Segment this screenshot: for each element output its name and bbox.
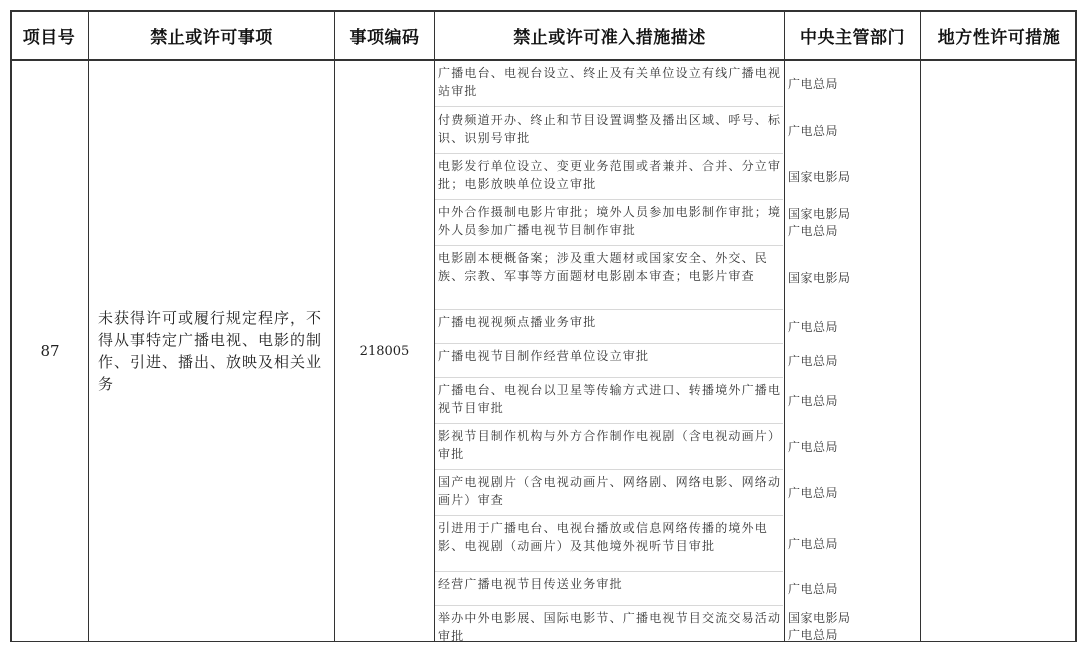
department-name: 广电总局 <box>788 582 839 596</box>
department-name: 国家电影局 <box>788 271 851 285</box>
central-department <box>788 123 918 140</box>
measure-row <box>435 378 921 424</box>
central-department <box>788 581 918 598</box>
measure-row <box>435 310 921 344</box>
measure-description: 付费频道开办、终止和节目设置调整及播出区域、呼号、标识、识别号审批 <box>438 113 782 145</box>
department-name: 国家电影局 <box>788 611 851 625</box>
measure-description: 电影剧本梗概备案；涉及重大题材或国家安全、外交、民族、宗教、军事等方面题材电影剧本审查；电影片审查 <box>438 251 769 283</box>
central-department <box>788 610 918 644</box>
row-separator <box>435 106 783 107</box>
measure-row <box>435 606 921 648</box>
header-local-measures: 地方性许可措施 <box>937 27 1061 48</box>
measure-row <box>435 154 921 200</box>
department-name: 广电总局 <box>788 394 839 408</box>
header-item: 禁止或许可事项 <box>150 27 273 48</box>
measure-description: 影视节目制作机构与外方合作制作电视剧（含电视动画片）审批 <box>438 429 782 461</box>
item-code: 218005 <box>359 343 410 359</box>
department-name: 国家电影局 <box>788 207 851 221</box>
item-code-cell <box>335 61 434 641</box>
central-department <box>788 393 918 410</box>
item-name: 未获得许可或履行规定程序，不得从事特定广播电视、电影的制作、引进、播出、放映及相关业务 <box>98 309 323 393</box>
measure-row <box>435 61 921 107</box>
department-name: 广电总局 <box>788 320 839 334</box>
header-code: 事项编码 <box>349 27 420 48</box>
measure-row <box>435 200 921 246</box>
project-number: 87 <box>40 342 60 360</box>
measure-row <box>435 424 921 470</box>
measure-row <box>435 108 921 154</box>
central-department <box>788 169 918 186</box>
central-department <box>788 319 918 336</box>
department-name: 国家电影局 <box>788 170 851 184</box>
measure-row <box>435 246 921 310</box>
table-header <box>10 10 1077 60</box>
central-department <box>788 485 918 502</box>
department-name: 广电总局 <box>788 224 839 238</box>
department-name: 广电总局 <box>788 537 839 551</box>
header-project-no: 项目号 <box>22 27 76 48</box>
central-department <box>788 270 918 287</box>
measure-description: 经营广播电视节目传送业务审批 <box>438 577 623 591</box>
header-central-dept: 中央主管部门 <box>800 27 905 48</box>
header-description: 禁止或许可准入措施描述 <box>513 27 706 48</box>
central-department <box>788 206 918 240</box>
central-department <box>788 439 918 456</box>
local-measures-cell <box>921 61 1075 641</box>
department-name: 广电总局 <box>788 440 839 454</box>
measure-description: 电影发行单位设立、变更业务范围或者兼并、合并、分立审批；电影放映单位设立审批 <box>438 159 782 191</box>
measure-description: 广播电台、电视台以卫星等传输方式进口、转播境外广播电视节目审批 <box>438 383 782 415</box>
right-border <box>1075 10 1077 642</box>
department-name: 广电总局 <box>788 124 839 138</box>
measure-description: 广播电视视频点播业务审批 <box>438 315 597 329</box>
measure-row <box>435 516 921 572</box>
department-name: 广电总局 <box>788 628 839 642</box>
col-divider <box>88 10 89 642</box>
measure-description: 国产电视剧片（含电视动画片、网络剧、网络电影、网络动画片）审查 <box>438 475 782 507</box>
measure-row <box>435 470 921 516</box>
measure-description: 广播电视节目制作经营单位设立审批 <box>438 349 650 363</box>
measure-row <box>435 572 921 606</box>
permit-table <box>10 10 1077 642</box>
project-number-cell <box>12 61 88 641</box>
measure-description: 广播电台、电视台设立、终止及有关单位设立有线广播电视站审批 <box>438 66 782 98</box>
department-name: 广电总局 <box>788 486 839 500</box>
measure-description: 举办中外电影展、国际电影节、广播电视节目交流交易活动审批 <box>438 611 782 643</box>
item-name-cell <box>90 61 334 641</box>
department-name: 广电总局 <box>788 77 839 91</box>
central-department <box>788 353 918 370</box>
top-border <box>10 10 1077 12</box>
measure-row <box>435 344 921 378</box>
department-name: 广电总局 <box>788 354 839 368</box>
central-department <box>788 76 918 93</box>
central-department <box>788 536 918 553</box>
measure-description: 中外合作摄制电影片审批；境外人员参加电影制作审批；境外人员参加广播电视节目制作审批 <box>438 205 782 237</box>
measure-description: 引进用于广播电台、电视台播放或信息网络传播的境外电影、电视剧（动画片）及其他境外视听节目审批 <box>438 521 769 553</box>
